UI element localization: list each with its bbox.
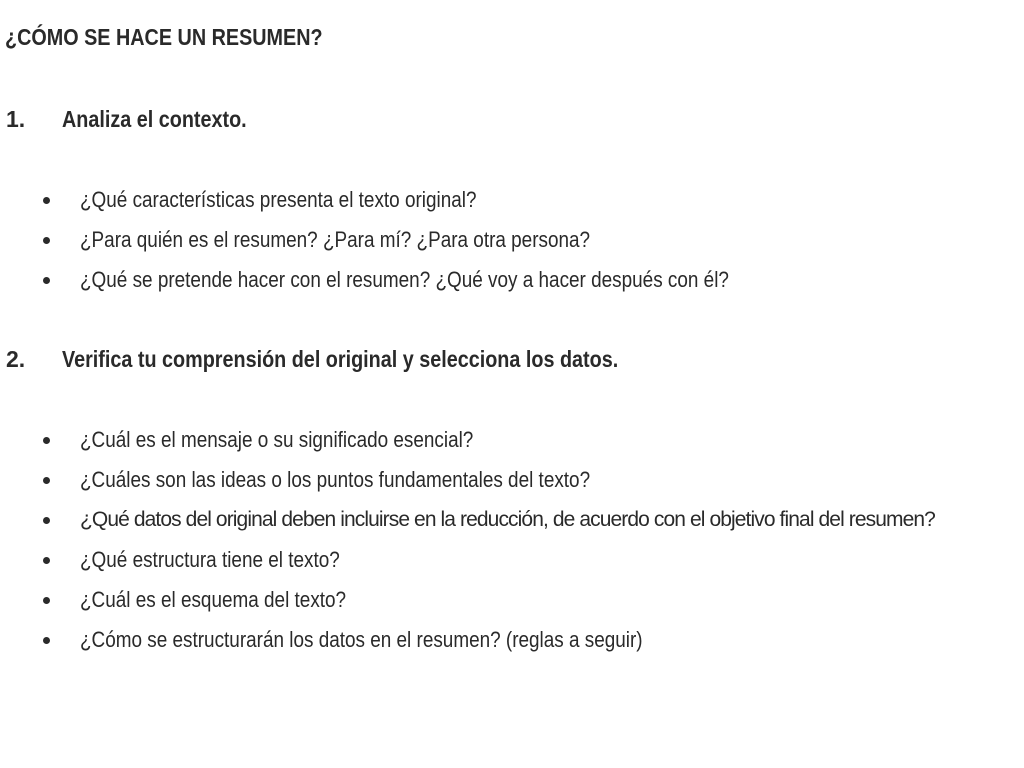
page-title: ¿CÓMO SE HACE UN RESUMEN? (5, 24, 323, 50)
section-2-title: Verifica tu comprensión del original y selecciona los datos. (62, 346, 619, 372)
bullet-icon (43, 277, 50, 284)
bullet-icon (43, 517, 50, 524)
list-item (0, 580, 1010, 620)
list-item-text: ¿Cómo se estructurarán los datos en el resumen? (reglas a seguir) (80, 627, 643, 652)
list-item-text: ¿Para quién es el resumen? ¿Para mí? ¿Para otra persona? (80, 227, 591, 252)
list-item-text: ¿Qué datos del original deben incluirse en la reducción, de acuerdo con el objetivo final del resumen? (80, 508, 935, 531)
list-item-text: ¿Cuál es el esquema del texto? (80, 587, 347, 612)
bullet-icon (43, 637, 50, 644)
section-2-number: 2. (6, 346, 26, 372)
section-1-bullet-list (0, 180, 835, 300)
list-item-text: ¿Qué estructura tiene el texto? (80, 547, 340, 572)
list-item (0, 500, 1010, 540)
section-1-title: Analiza el contexto. (62, 106, 247, 132)
list-item (0, 180, 835, 220)
list-item (0, 540, 1010, 580)
list-item (0, 460, 1010, 500)
bullet-icon (43, 237, 50, 244)
section-2-bullet-list (0, 420, 1010, 660)
list-item (0, 220, 835, 260)
list-item (0, 420, 1010, 460)
section-1-number: 1. (6, 106, 26, 132)
list-item-text: ¿Cuál es el mensaje o su significado esencial? (80, 427, 474, 452)
bullet-icon (43, 557, 50, 564)
list-item (0, 260, 835, 300)
bullet-icon (43, 477, 50, 484)
bullet-icon (43, 197, 50, 204)
bullet-icon (43, 437, 50, 444)
list-item-text: ¿Cuáles son las ideas o los puntos fundamentales del texto? (80, 467, 591, 492)
section-2-heading (6, 346, 709, 373)
list-item-text: ¿Qué se pretende hacer con el resumen? ¿Qué voy a hacer después con él? (80, 267, 729, 292)
list-item-text: ¿Qué características presenta el texto original? (80, 187, 477, 212)
bullet-icon (43, 597, 50, 604)
list-item (0, 620, 1010, 660)
section-1-heading (6, 106, 277, 133)
